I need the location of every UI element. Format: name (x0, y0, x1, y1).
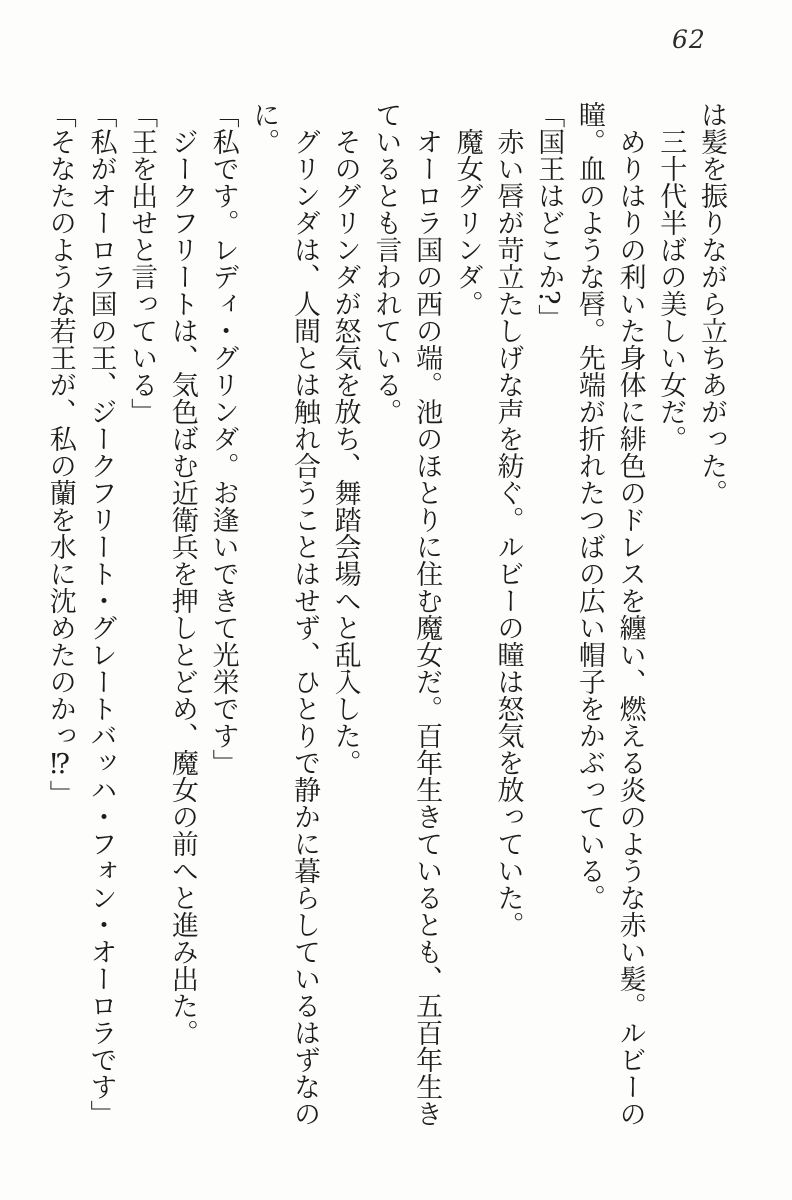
text-line: 「国王はどこか?」 (533, 101, 565, 332)
text-line: 三十代半ばの美しい女だ。 (655, 128, 687, 452)
text-line: グリンダは、人間とは触れ合うことはせず、ひとりで静かに暮らしているはずなの (288, 128, 320, 1127)
text-line: 「王を出せと言っている」 (126, 101, 158, 425)
text-line: は髪を振りながら立ちあがった。 (696, 101, 727, 506)
text-line: 「私です。レディ・グリンダ。お逢いできて光栄です」 (207, 101, 239, 776)
text-line: オーロラ国の西の端。池のほとりに住む魔女だ。百年生きているとも、五百年生き (411, 128, 443, 1127)
text-line: 瞳。血のような唇。先端が折れたつばの広い帽子をかぶっている。 (573, 101, 605, 911)
text-line: ているとも言われている。 (370, 101, 402, 425)
text-block (39, 101, 731, 1133)
text-line: 赤い唇が苛立たしげな声を紡ぐ。ルビーの瞳は怒気を放っていた。 (492, 128, 524, 938)
text-line: 「そなたのような若王が、私の蘭を水に沈めたのかっ⁉」 (44, 101, 76, 807)
text-line: に。 (248, 101, 280, 155)
text-line: めりはりの利いた身体に緋色のドレスを纏い、燃える炎のような赤い髪。ルビーの (614, 128, 646, 1127)
text-line: そのグリンダが怒気を放ち、舞踏会場へと乱入した。 (329, 128, 361, 776)
text-line: ジークフリートは、気色ばむ近衛兵を押しとどめ、魔女の前へと進み出た。 (166, 128, 198, 1046)
text-line: 魔女グリンダ。 (451, 128, 483, 317)
page-number: 62 (672, 25, 706, 54)
text-line: 「私がオーロラ国の王、ジークフリート・グレートバッハ・フォン・オーロラです」 (85, 101, 117, 1127)
